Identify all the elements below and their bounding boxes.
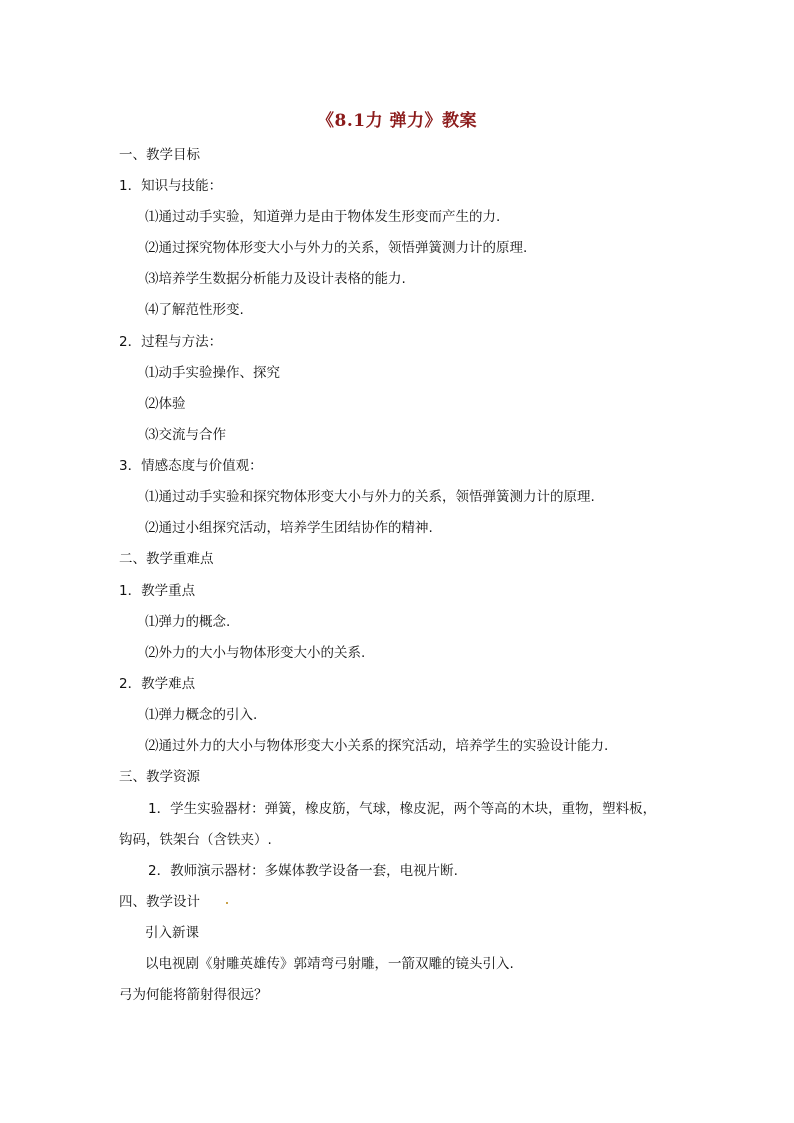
subsection-heading: 1．教学重点 (119, 583, 196, 599)
subsection-heading: 3．情感态度与价值观： (119, 458, 263, 474)
list-item: ⑴动手实验操作、探究 (145, 365, 280, 381)
section-heading: 一、教学目标 (119, 147, 200, 163)
list-item: ⑵通过探究物体形变大小与外力的关系，领悟弹簧测力计的原理. (145, 240, 528, 256)
list-item: ⑵体验 (145, 396, 186, 412)
list-item: ⑶交流与合作 (145, 427, 226, 443)
list-item: ⑴弹力概念的引入. (145, 707, 258, 723)
paragraph-line: 2．教师演示器材：多媒体教学设备一套，电视片断. (148, 863, 458, 879)
paragraph-line: 以电视剧《射雕英雄传》郭靖弯弓射雕，一箭双雕的镜头引入. (145, 956, 514, 972)
subsection-heading: 2．过程与方法： (119, 334, 223, 350)
list-item: ⑴弹力的概念. (145, 614, 231, 630)
subsection-heading: 1．知识与技能： (119, 178, 223, 194)
list-item: ⑴通过动手实验和探究物体形变大小与外力的关系，领悟弹簧测力计的原理. (145, 489, 595, 505)
list-item: ⑵通过外力的大小与物体形变大小关系的探究活动，培养学生的实验设计能力. (145, 738, 609, 754)
section-heading: 二、教学重难点 (119, 551, 214, 567)
section-heading: 三、教学资源 (119, 769, 200, 785)
paragraph-line: 1．学生实验器材：弹簧，橡皮筋，气球，橡皮泥，两个等高的木块，重物，塑料板， (148, 801, 657, 817)
list-item: ⑷了解范性形变. (145, 302, 244, 318)
stray-mark (226, 902, 228, 904)
list-item: ⑵通过小组探究活动，培养学生团结协作的精神. (145, 520, 433, 536)
section-heading: 四、教学设计 (119, 894, 200, 910)
paragraph-line: 钩码，铁架台（含铁夹）. (119, 832, 272, 848)
list-item: ⑵外力的大小与物体形变大小的关系. (145, 645, 366, 661)
paragraph-line: 引入新课 (145, 925, 199, 941)
paragraph-line: 弓为何能将箭射得很远？ (119, 987, 268, 1003)
page-title: 《8.1力 弹力》教案 (317, 111, 477, 131)
list-item: ⑶培养学生数据分析能力及设计表格的能力. (145, 271, 406, 287)
subsection-heading: 2．教学难点 (119, 676, 196, 692)
list-item: ⑴通过动手实验，知道弹力是由于物体发生形变而产生的力. (145, 209, 501, 225)
